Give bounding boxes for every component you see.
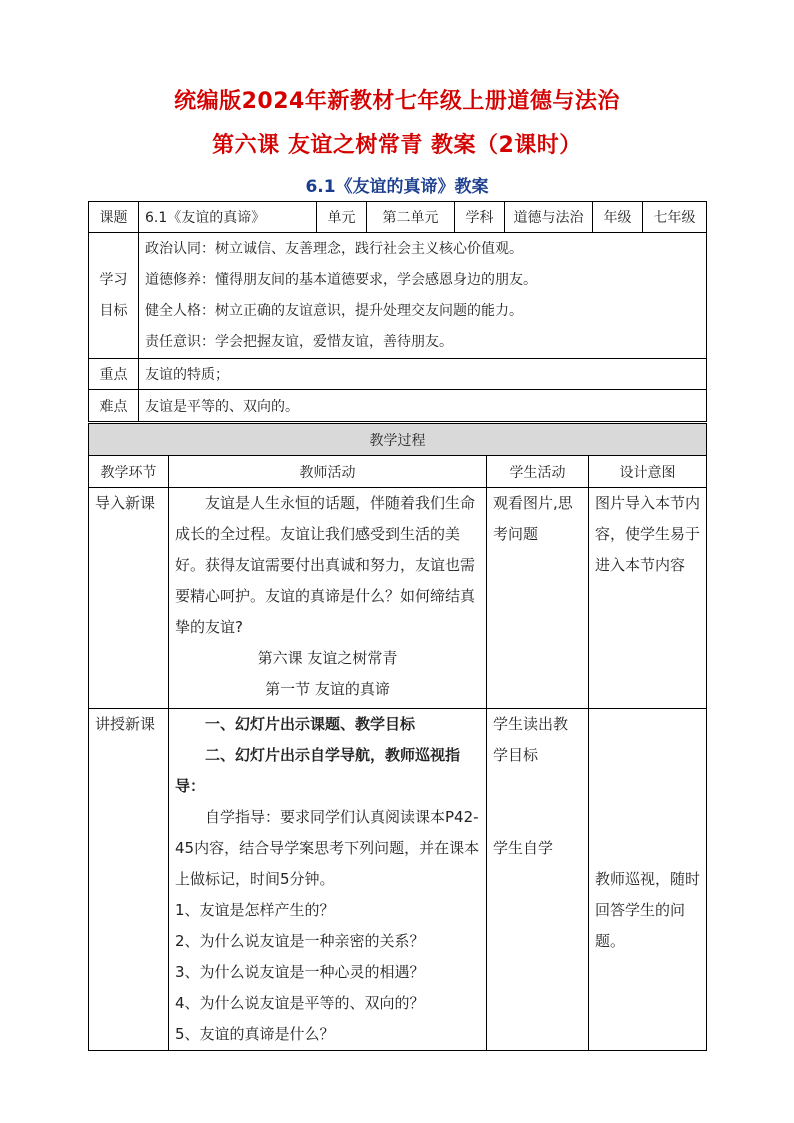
topic-label: 课题 [89,202,139,233]
doc-subtitle: 6.1《友谊的真谛》教案 [305,177,489,197]
lesson-info-table [88,201,707,422]
subject-value: 道德与法治 [505,202,593,233]
self-study-guide: 自学指导：要求同学们认真阅读课本P42-45内容，结合导学案思考下列问题，并在课本上做标记，时间5分钟。 [175,808,480,888]
intro-section-title: 第一节 友谊的真谛 [265,680,390,698]
goal-item: 道德修养：懂得朋友间的基本道德要求，学会感恩身边的朋友。 [145,271,537,288]
teaching-process-table [88,423,707,1051]
goal-item: 政治认同：树立诚信、友善理念，践行社会主义核心价值观。 [145,240,523,257]
intro-paragraph: 友谊是人生永恒的话题，伴随着我们生命成长的全过程。友谊让我们感受到生活的美好。获得友谊需要付出真诚和努力，友谊也需要精心呵护。友谊的真谛是什么？如何缔结真挚的友谊? [175,494,476,636]
col-header-stage: 教学环节 [89,456,169,488]
intro-intent: 图片导入本节内容，使学生易于进入本节内容 [589,488,707,709]
intro-lesson-title: 第六课 友谊之树常青 [257,649,398,667]
key-value: 友谊的特质； [139,359,707,390]
key-label: 重点 [89,359,139,390]
col-header-intent: 设计意图 [589,456,707,488]
col-header-student: 学生活动 [487,456,589,488]
lecture-teacher [169,709,487,1051]
unit-label: 单元 [317,202,367,233]
col-header-teacher: 教师活动 [169,456,487,488]
question-item: 5、友谊的真谛是什么？ [175,1025,335,1043]
unit-value: 第二单元 [367,202,455,233]
goals-list [139,233,707,359]
doc-title-line2: 第六课 友谊之树常青 教案（2课时） [212,133,582,158]
subject-label: 学科 [455,202,505,233]
question-item: 2、为什么说友谊是一种亲密的关系？ [175,932,425,950]
goals-label: 学习目标 [89,233,139,359]
intro-teacher [169,488,487,709]
lecture-intent-text: 教师巡视，随时回答学生的问题。 [595,870,701,950]
question-item: 4、为什么说友谊是平等的、双向的？ [175,994,425,1012]
lecture-intent [589,709,707,1051]
goal-item: 健全人格：树立正确的友谊意识，提升处理交友问题的能力。 [145,302,523,319]
difficulty-value: 友谊是平等的、双向的。 [139,390,707,422]
difficulty-label: 难点 [89,390,139,422]
topic-value: 6.1《友谊的真谛》 [139,202,317,233]
lecture-stage: 讲授新课 [89,709,169,1051]
goal-item: 责任意识：学会把握友谊，爱惜友谊，善待朋友。 [145,333,453,350]
lecture-step2: 二、幻灯片出示自学导航，教师巡视指导： [175,746,461,795]
question-item: 3、为什么说友谊是一种心灵的相遇？ [175,963,425,981]
doc-title-line1: 统编版2024年新教材七年级上册道德与法治 [174,89,620,114]
intro-stage: 导入新课 [89,488,169,709]
question-item: 1、友谊是怎样产生的？ [175,901,335,919]
grade-value: 七年级 [643,202,707,233]
grade-label: 年级 [593,202,643,233]
lecture-step1: 一、幻灯片出示课题、教学目标 [205,715,416,733]
intro-student: 观看图片,思考问题 [487,488,589,709]
process-section-title: 教学过程 [89,424,707,456]
lecture-student [487,709,589,1051]
lecture-student-activity1: 学生读出教学目标 [493,715,569,764]
lecture-student-activity2: 学生自学 [493,839,554,857]
